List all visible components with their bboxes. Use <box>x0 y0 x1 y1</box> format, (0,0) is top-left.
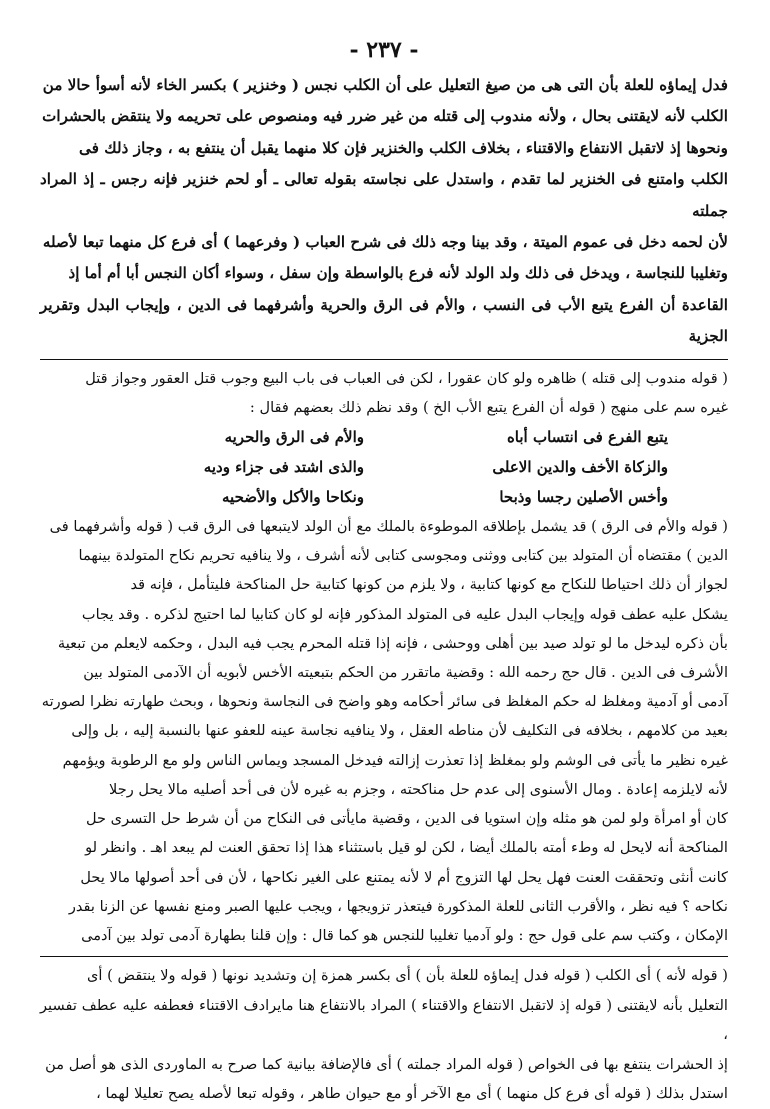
poem-hemistich-first: والزكاة الأخف والدين الاعلى <box>492 458 668 477</box>
commentary-line: الإمكان ، وكتب سم على قول حج : ولو آدميا تغليبا للنجس هو كما قال : وإن قلنا بطهارة آدمى تولد بين آدمى <box>81 926 728 944</box>
gloss-line: التعليل بأنه لايقتنى ( قوله إذ لاتقبل الانتفاع والاقتناء ) المراد بالانتفاع هنا مايرادف الاقتناء فعطفه عليه عطف تفسير ، <box>40 996 728 1044</box>
main-text-line: فدل إيماؤه للعلة بأن التى هى من صيغ التعليل على أن الكلب نجس ( وخنزير ) بكسر الخاء لأنه أسوأ حالا من <box>42 76 728 94</box>
commentary-block <box>40 364 728 950</box>
gloss-block <box>40 961 728 1109</box>
commentary-line: بعيد من كلامهم ، بخلافه فى التكليف لأن مناطه العقل ، ولا ينافيه نجاسة عينه للعفو عنها بالنسبة إليه ، بل وإلى <box>71 722 728 740</box>
poem-verse <box>100 482 668 512</box>
main-text-line: وتغليبا للنجاسة ، ويدخل فى ذلك ولد الولد لأنه فرع بالواسطة وإن سفل ، وسواء أكان النجس أبا أم أما إذ <box>68 264 728 283</box>
commentary-line: نكاحه ؟ فيه نظر ، والأقرب الثانى للعلة المذكورة فيتعذر تزويجها ، ويجب عليها الصبر ومنع نفسها عن الزنا بقدر <box>68 897 728 915</box>
poem-hemistich-first: يتبع الفرع فى انتساب أباه <box>506 428 668 447</box>
commentary-line: الدين ) مقتضاه أن المتولد بين كتابى ووثنى ومجوسى كتابى لأنه أشرف ، ولا ينافيه تحريم نكاح المتولدة بينهما <box>78 547 728 565</box>
main-text-block <box>40 70 728 353</box>
commentary-line: غيره نظير ما يأتى فى الوشم ولو بمغلظ إذا تعذرت إزالته فيدخل المسجد ويماس الناس ولو مع الرطوبة ويؤمهم <box>62 751 728 769</box>
poem-hemistich-first: وأخس الأصلين رجسا وذبحا <box>499 488 668 507</box>
commentary-line: ( قوله مندوب إلى قتله ) ظاهره ولو كان عقورا ، لكن فى العباب فى باب البيع وجوب قتل العقور وجواز قتل <box>85 369 728 387</box>
gloss-line: استدل بذلك ( قوله أى فرع كل منهما ) أى مع الآخر أو مع حيوان طاهر ، وقوله تبعا لأصله يصح تعليلا لهما ، <box>96 1085 728 1103</box>
commentary-line: لجواز أن ذلك احتياطا للنكاح مع كونها كتابية ، ولا يلزم من كونها كتابية حل المناكحة فليتأمل ، فإنه قد <box>130 576 728 594</box>
commentary-line: كان أو امرأة ولو لمن هو مثله وإن استويا فى الدين ، وقضية مايأتى فى النكاح من أن شرط حل التسرى حل <box>85 810 728 828</box>
commentary-line: يشكل عليه عطف قوله وإيجاب البدل عليه فى المتولد المذكور فإنه لو كان كتابيا لما احتيج لذكره . وقد يجاب <box>81 605 728 623</box>
poem-hemistich-second: ونكاحا والأكل والأضحيه <box>222 488 364 507</box>
section-divider <box>40 359 728 360</box>
commentary-line: المناكحة أنه لايحل له وطء أمته بالملك أيضا ، لكن لو قيل باستثناء هذا إذا تحقق العنت لم يبعد اهـ . وانظر لو <box>85 839 728 857</box>
commentary-line: كانت أنثى وتحققت العنت فهل يحل لها التزوج أم لا لأنه يمتنع على الغير نكاحها ، لأن فى أحد أصولها مالا يحل <box>80 868 728 886</box>
main-text-line: القاعدة أن الفرع يتبع الأب فى النسب ، والأم فى الرق والحرية وأشرفهما فى الدين ، وإيجاب البدل وتقرير الجزية <box>40 295 728 346</box>
poem <box>100 422 668 512</box>
commentary-line: ( قوله والأم فى الرق ) قد يشمل بإطلاقه الموطوءة بالملك مع أن الولد لايتبعها فى الرق قب ( قوله وأشرفهما فى <box>49 518 728 536</box>
poem-hemistich-second: والأم فى الرق والحريه <box>224 428 364 447</box>
main-text-line: الكلب لأنه لايقتنى بحال ، ولأنه مندوب إلى قتله من غير ضرر فيه ومنصوص على تحريمه ولا ينتقض بالحشرات <box>42 107 728 126</box>
gloss-line: ( قوله لأنه ) أى الكلب ( قوله فدل إيماؤه للعلة بأن ) أى بكسر همزة إن وتشديد نونها ( قوله ولا ينتقض ) أى <box>87 967 728 985</box>
section-divider <box>40 956 728 957</box>
commentary-line: بأن ذكره ليدخل ما لو تولد صيد بين أهلى ووحشى ، فإنه إذا قتله المحرم يجب فيه البدل ، وحكمه لايعلم من تبعية <box>57 634 728 652</box>
commentary-line: غيره سم على منهج ( قوله أن الفرع يتبع الأب الخ ) وقد نظم ذلك بعضهم فقال : <box>249 398 728 416</box>
main-text-line: ونحوها إذ لاتقبل الانتفاع والاقتناء ، بخلاف الكلب والخنزير فإن كلا منهما يقبل أن ينتفع به ، وجاز ذلك فى <box>79 138 728 157</box>
page-number: - ٢٣٧ - <box>349 37 419 63</box>
gloss-line: إذ الحشرات ينتفع بها فى الخواص ( قوله المراد جملته ) أى فالإضافة بيانية كما صرح به الماوردى الذى هو أصل من <box>45 1055 728 1073</box>
main-text-line: لأن لحمه دخل فى عموم الميتة ، وقد بينا وجه ذلك فى شرح العباب ( وفرعهما ) أى فرع كل منهما تبعا لأصله <box>42 233 728 252</box>
commentary-line: لأنه لايلزمه إعادة . ومال الأسنوى إلى عدم حل مناكحته ، وجزم به غيره لأن فى أحد أصليه مالا يحل رجلا <box>109 780 728 798</box>
poem-hemistich-second: والذى اشتد فى جزاء وديه <box>203 458 364 477</box>
poem-verse <box>100 422 668 452</box>
commentary-line: آدمى أو آدمية ومغلظ له حكم المغلظ فى سائر أحكامه وهو واضح فى النجاسة ونحوها ، وبحث طهارته نظرا لصورته <box>41 693 728 711</box>
poem-verse <box>100 452 668 482</box>
main-text-line: الكلب وامتنع فى الخنزير لما تقدم ، واستدل على نجاسته بقوله تعالى ـ أو لحم خنزير فإنه رجس ـ إذ المراد جملته <box>40 170 728 220</box>
commentary-line: الأشرف فى الدين . قال حج رحمه الله : وقضية ماتقرر من الحكم بتبعيته الأخس لأبويه أن الآدمى المتولد بين <box>83 664 728 682</box>
